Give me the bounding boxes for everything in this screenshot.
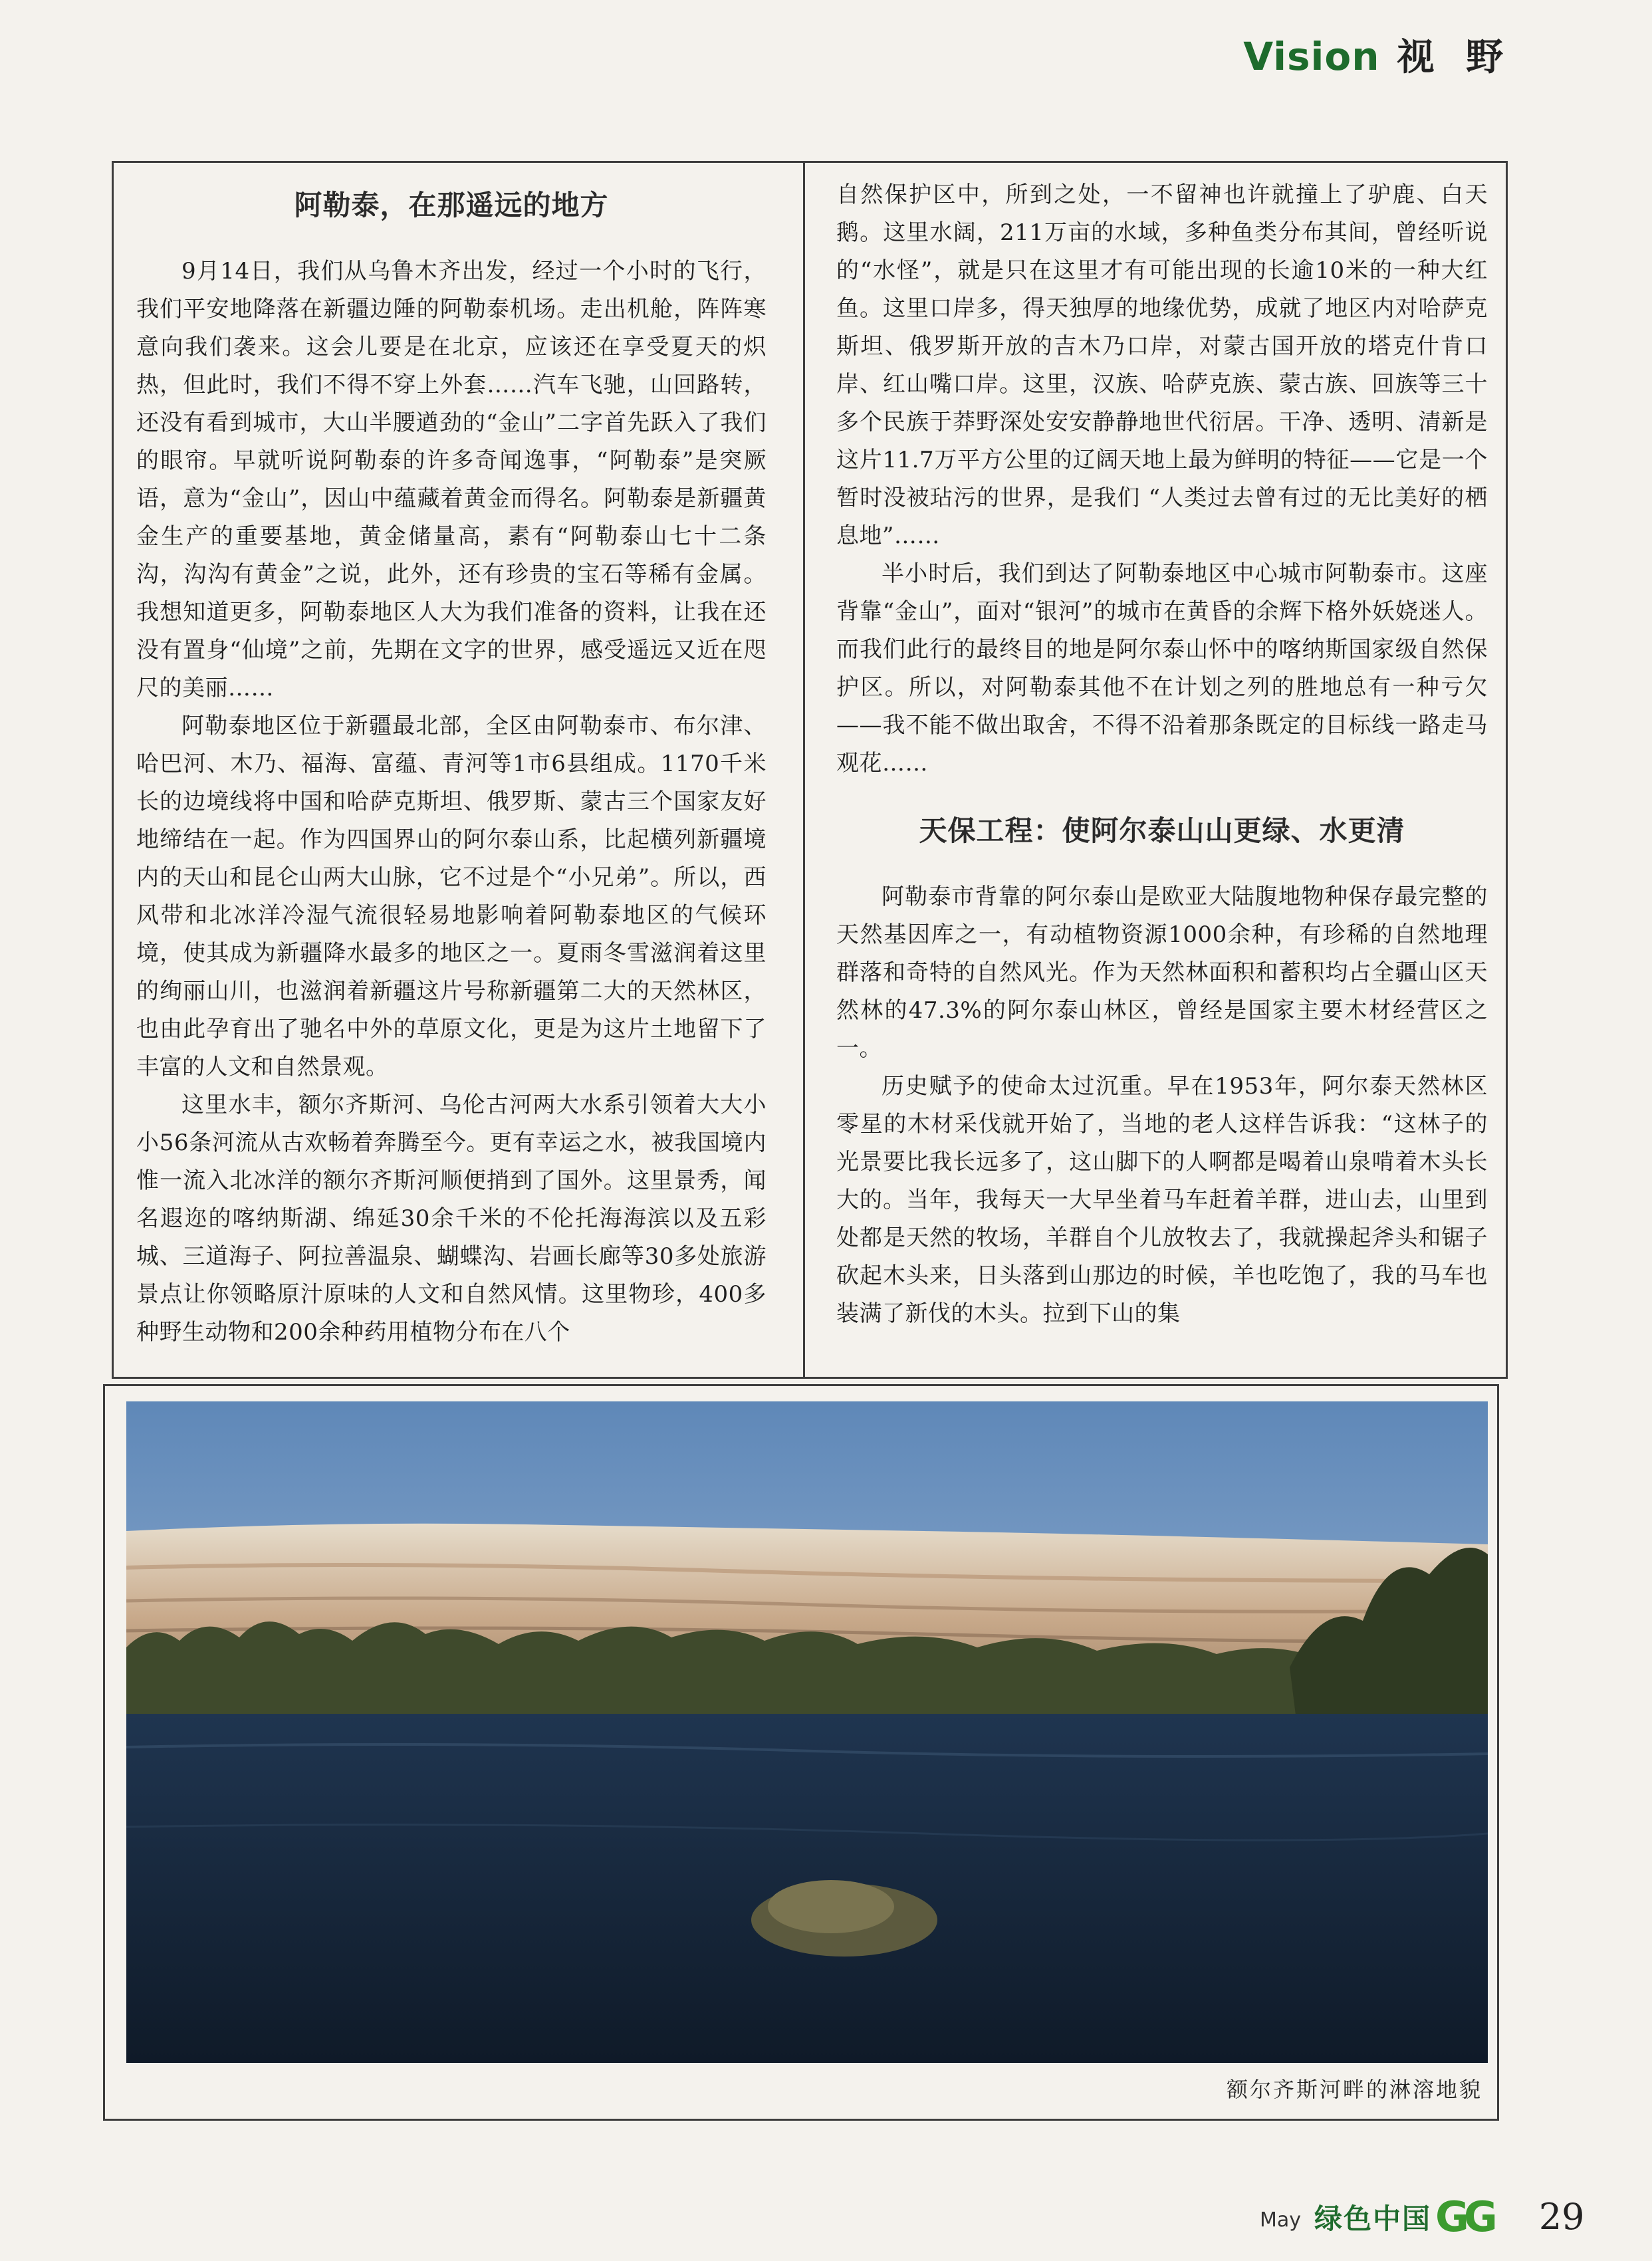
- section-name-en: Vision: [1243, 34, 1380, 79]
- right-column: [836, 176, 1488, 1373]
- page-footer: [1260, 2193, 1585, 2241]
- article-paragraph: 阿勒泰地区位于新疆最北部，全区由阿勒泰市、布尔津、哈巴河、木乃、福海、富蕴、青河等1市6县组成。1170千米长的边境线将中国和哈萨克斯坦、俄罗斯、蒙古三个国家友好地缔结在一起。作为四国界山的阿尔泰山系，比起横列新疆境内的天山和昆仑山两大山脉，它不过是个“小兄弟”。所以，西风带和北冰洋冷湿气流很轻易地影响着阿勒泰地区的气候环境，使其成为新疆降水最多的地区之一。夏雨冬雪滋润着这里的绚丽山川，也滋润着新疆这片号称新疆第二大的天然林区，也由此孕育出了驰名中外的草原文化，更是为这片土地留下了丰富的人文和自然景观。: [136, 713, 767, 1080]
- article-paragraph: 历史赋予的使命太过沉重。早在1953年，阿尔泰天然林区零星的木材采伐就开始了，当地的老人这样告诉我：“这林子的光景要比我长远多了，这山脚下的人啊都是喝着山泉啃着木头长大的。当年，我每天一大早坐着马车赶着羊群，进山去，山里到处都是天然的牧场，羊群自个儿放牧去了，我就操起斧头和锯子砍起木头来，日头落到山那边的时候，羊也吃饱了，我的马车也装满了新伐的木头。拉到下山的集: [836, 1073, 1488, 1327]
- article-paragraph: 阿勒泰市背靠的阿尔泰山是欧亚大陆腹地物种保存最完整的天然基因库之一，有动植物资源1000余种，有珍稀的自然地理群落和奇特的自然风光。作为天然林面积和蓄积均占全疆山区天然林的47.3%的阿尔泰山林区，曾经是国家主要木材经营区之一。: [836, 884, 1488, 1062]
- photo-caption: 额尔齐斯河畔的淋溶地貌: [1226, 2077, 1482, 2102]
- article-title-2: 天保工程：使阿尔泰山山更绿、水更清: [919, 814, 1405, 847]
- river-landscape-photo: [126, 1401, 1488, 2063]
- landscape-illustration: [126, 1401, 1488, 2063]
- issue-month: May: [1260, 2208, 1302, 2232]
- article-paragraph-continued: 自然保护区中，所到之处，一不留神也许就撞上了驴鹿、白天鹅。这里水阔，211万亩的水域，多种鱼类分布其间，曾经听说的“水怪”，就是只在这里才有可能出现的长逾10米的一种大红鱼。这里口岸多，得天独厚的地缘优势，成就了地区内对哈萨克斯坦、俄罗斯开放的吉木乃口岸，对蒙古国开放的塔克什肯口岸、红山嘴口岸。这里，汉族、哈萨克族、蒙古族、回族等三十多个民族于莽野深处安安静静地世代衍居。干净、透明、清新是这片11.7万平方公里的辽阔天地上最为鲜明的特征——它是一个暂时没被玷污的世界，是我们 “人类过去曾有过的无比美好的栖息地”……: [836, 181, 1488, 549]
- magazine-logo-icon: GG: [1435, 2193, 1492, 2241]
- column-divider: [803, 161, 805, 1379]
- section-header: [1243, 28, 1512, 81]
- section-name-zh: 视 野: [1397, 36, 1512, 79]
- article-paragraph: 这里水丰，额尔齐斯河、乌伦古河两大水系引领着大大小小56条河流从古欢畅着奔腾至今。更有幸运之水，被我国境内惟一流入北冰洋的额尔齐斯河顺便捎到了国外。这里景秀，闻名遐迩的喀纳斯湖、绵延30余千米的不伦托海海滨以及五彩城、三道海子、阿拉善温泉、蝴蝶沟、岩画长廊等30多处旅游景点让你领略原汁原味的人文和自然风情。这里物珍，400多种野生动物和200余种药用植物分布在八个: [136, 1092, 767, 1346]
- article-paragraph: 9月14日，我们从乌鲁木齐出发，经过一个小时的飞行，我们平安地降落在新疆边陲的阿勒泰机场。走出机舱，阵阵寒意向我们袭来。这会儿要是在北京，应该还在享受夏天的炽热，但此时，我们不得不穿上外套……汽车飞驰，山回路转，还没有看到城市，大山半腰遒劲的“金山”二字首先跃入了我们的眼帘。早就听说阿勒泰的许多奇闻逸事，“阿勒泰”是突厥语，意为“金山”，因山中蕴藏着黄金而得名。阿勒泰是新疆黄金生产的重要基地，黄金储量高，素有“阿勒泰山七十二条沟，沟沟有黄金”之说，此外，还有珍贵的宝石等稀有金属。我想知道更多，阿勒泰地区人大为我们准备的资料，让我在还没有置身“仙境”之前，先期在文字的世界，感受遥远又近在咫尺的美丽……: [136, 258, 767, 701]
- magazine-name: 绿色中国: [1314, 2202, 1432, 2235]
- article-paragraph: 半小时后，我们到达了阿勒泰地区中心城市阿勒泰市。这座背靠“金山”，面对“银河”的城市在黄昏的余辉下格外妖娆迷人。而我们此行的最终目的地是阿尔泰山怀中的喀纳斯国家级自然保护区。所以，对阿勒泰其他不在计划之列的胜地总有一种亏欠——我不能不做出取舍，不得不沿着那条既定的目标线一路走马观花……: [836, 560, 1488, 776]
- left-column: [136, 179, 767, 1369]
- page-number: 29: [1538, 2196, 1585, 2238]
- article-title-1: 阿勒泰，在那遥远的地方: [294, 189, 609, 221]
